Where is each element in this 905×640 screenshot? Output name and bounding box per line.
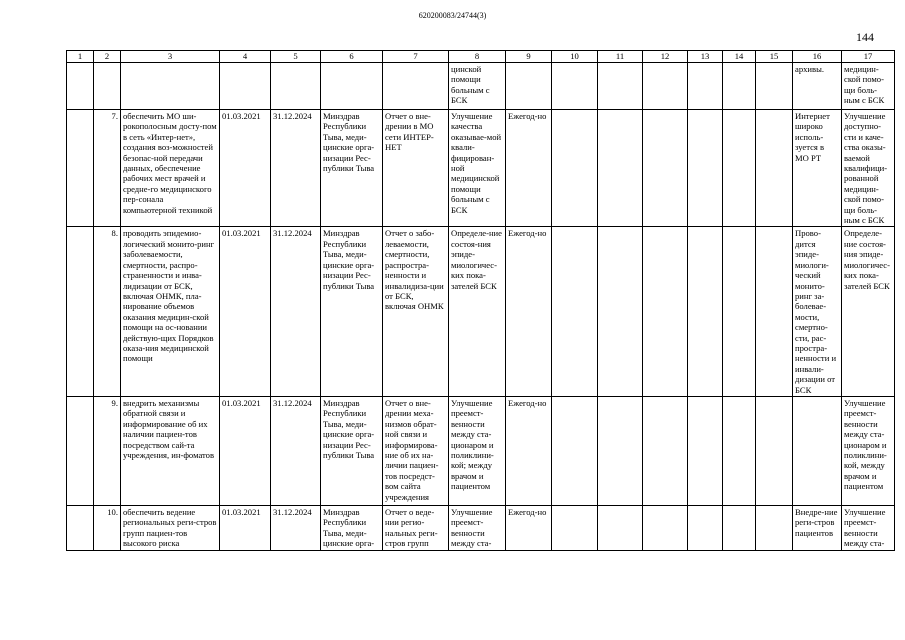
table-cell: Определе-ние состоя-ния эпиде-миологичес-ких пока-зателей БСК [842,227,895,397]
table-cell [598,110,643,227]
table-cell [723,505,756,550]
table-cell: Улучшение качества оказывае-мой квали-фицирован-ной медицинской помощи больным с БСК [449,110,506,227]
table-cell: Улучшение преемст-венности между ста- [449,505,506,550]
table-cell [552,63,598,110]
table-cell [688,110,723,227]
table-cell: архивы. [793,63,842,110]
table-cell [552,505,598,550]
table-cell [67,227,94,397]
table-cell: Прово-дится эпиде-миологи-ческий монито-ринг за-болевае-мости, смертно-сти, рас-простра-ненности и инвали-дизации от БСК [793,227,842,397]
table-row [67,110,895,227]
activity-table [66,50,895,551]
table-cell [756,505,793,550]
column-number: 3 [121,51,220,63]
table-cell [756,227,793,397]
table-cell [756,110,793,227]
table-cell: 01.03.2021 [220,227,271,397]
table-cell: 31.12.2024 [271,227,321,397]
table-cell [506,63,552,110]
table-cell [598,227,643,397]
table-cell [598,505,643,550]
row-number-cell: 9. [94,396,121,505]
table-cell [723,396,756,505]
column-number: 4 [220,51,271,63]
table-cell: Минздрав Республики Тыва, меди-цинские орга-низации Рес-публики Тыва [321,110,383,227]
table-cell: 31.12.2024 [271,505,321,550]
table-cell [67,396,94,505]
column-number: 15 [756,51,793,63]
table-row [67,505,895,550]
table-row [67,396,895,505]
table-cell [552,227,598,397]
table-cell [688,396,723,505]
table-cell [598,396,643,505]
table-cell: Минздрав Республики Тыва, меди-цинские орга-низации Рес-публики Тыва [321,227,383,397]
column-number: 10 [552,51,598,63]
table-cell [793,396,842,505]
table-cell: Улучшение преемст-венности между ста-ционаром и поликлини-кой, между врачом и пациентом [842,396,895,505]
table-cell: проводить эпидемио-логический монито-ринг заболеваемости, смертности, распро-страненности и инва-лидизации от БСК, включая ОНМК, пла-нирование объемов оказания медицин-ской помощи на ос-новании действую-щих Порядков оказа-ния медицинской помощи [121,227,220,397]
table-cell [756,63,793,110]
table-cell [643,505,688,550]
document-id: 620200083/24744(3) [418,11,487,20]
table-cell [756,396,793,505]
table-cell: Улучшение преемст-венности между ста-ционаром и поликлини-кой; между врачом и пациентом [449,396,506,505]
column-number: 14 [723,51,756,63]
table-cell: внедрить механизмы обратной связи и информирование об их наличии пациен-тов посредством сай-та учреждения, ин-фоматов [121,396,220,505]
column-number: 12 [643,51,688,63]
table-cell: 31.12.2024 [271,396,321,505]
row-number-cell [94,63,121,110]
table-cell: 01.03.2021 [220,505,271,550]
table-cell: обеспечить ведение региональных реги-стров групп пациен-тов высокого риска [121,505,220,550]
table-cell [552,110,598,227]
column-number: 16 [793,51,842,63]
column-number: 8 [449,51,506,63]
column-number: 6 [321,51,383,63]
table-cell: Интернет широко исполь-зуется в МО РТ [793,110,842,227]
table-cell [271,63,321,110]
table-cell: Отчет о вне-дрении меха-низмов обрат-ной связи и информирова-ние об их на-личии пациен-тов посредст-вом сайта учреждения [383,396,449,505]
column-number: 7 [383,51,449,63]
table-cell [688,505,723,550]
table-cell: Улучшение доступно-сти и каче-ства оказы-ваемой квалифици-рованной медицин-ской помо-щи боль-ным с БСК [842,110,895,227]
column-number: 9 [506,51,552,63]
column-number: 11 [598,51,643,63]
table-cell [220,63,271,110]
column-number: 17 [842,51,895,63]
table-cell [383,63,449,110]
table-cell: Отчет о забо-леваемости, смертности, распростра-ненности и инвалидиза-ции от БСК, включая ОНМК [383,227,449,397]
table-cell: 01.03.2021 [220,110,271,227]
table-cell: 01.03.2021 [220,396,271,505]
table-cell: обеспечить МО ши-рокополосным досту-пом в сеть «Интер-нет», создания воз-можностей безопас-ной передачи данных, обеспечение рабочих мест врачей и средне-го медицинского пер-сонала компьютерной техникой [121,110,220,227]
table-cell [643,110,688,227]
row-number-cell: 8. [94,227,121,397]
table-cell: Ежегод-но [506,396,552,505]
table-cell [643,396,688,505]
column-number-row [67,51,895,63]
table-cell [321,63,383,110]
column-number: 5 [271,51,321,63]
table-cell: Минздрав Республики Тыва, меди-цинские орга- [321,505,383,550]
table-row [67,227,895,397]
table-cell: Внедре-ние реги-стров пациентов [793,505,842,550]
table-cell: Ежегод-но [506,505,552,550]
table-cell [723,63,756,110]
table-cell [723,227,756,397]
table-cell [723,110,756,227]
table-cell: Ежегод-но [506,110,552,227]
table-cell [552,396,598,505]
column-number: 13 [688,51,723,63]
table-cell: 31.12.2024 [271,110,321,227]
table-cell [67,110,94,227]
table-cell: Отчет о веде-нии регио-нальных реги-стров групп [383,505,449,550]
column-number: 1 [67,51,94,63]
table-cell: Отчет о вне-дрении в МО сети ИНТЕР-НЕТ [383,110,449,227]
table-cell [67,505,94,550]
table-cell [67,63,94,110]
table-row [67,63,895,110]
row-number-cell: 10. [94,505,121,550]
page-number: 144 [856,30,874,44]
row-number-cell: 7. [94,110,121,227]
table-cell [643,227,688,397]
table-cell [688,63,723,110]
column-number: 2 [94,51,121,63]
table-cell: Улучшение преемст-венности между ста- [842,505,895,550]
table-cell [121,63,220,110]
table-cell: Определе-ние состоя-ния эпиде-миологичес-ких пока-зателей БСК [449,227,506,397]
table-cell: Минздрав Республики Тыва, меди-цинские орга-низации Рес-публики Тыва [321,396,383,505]
table-cell [643,63,688,110]
table-cell: Ежегод-но [506,227,552,397]
table-cell [598,63,643,110]
table-cell: цинской помощи больным с БСК [449,63,506,110]
table-cell [688,227,723,397]
table-cell: медицин-ской помо-щи боль-ным с БСК [842,63,895,110]
